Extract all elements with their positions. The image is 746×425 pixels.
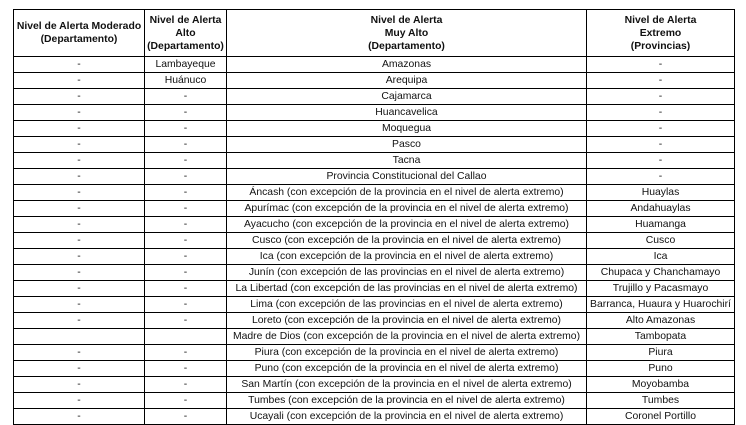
cell-very-high: Ica (con excepción de la provincia en el nivel de alerta extremo) [227, 249, 587, 265]
cell-extreme: Huamanga [587, 217, 735, 233]
cell-extreme: Trujillo y Pacasmayo [587, 281, 735, 297]
cell-high: - [145, 89, 227, 105]
cell-moderate [14, 329, 145, 345]
table-row [14, 201, 735, 217]
cell-extreme: - [587, 153, 735, 169]
cell-high [145, 329, 227, 345]
cell-extreme: Cusco [587, 233, 735, 249]
cell-high: - [145, 297, 227, 313]
table-header-row [14, 10, 735, 57]
cell-very-high: San Martín (con excepción de la provincia en el nivel de alerta extremo) [227, 377, 587, 393]
cell-moderate: - [14, 313, 145, 329]
header-very-high-department [227, 10, 587, 57]
cell-high: - [145, 105, 227, 121]
cell-moderate: - [14, 217, 145, 233]
cell-very-high: Junín (con excepción de las provincias en el nivel de alerta extremo) [227, 265, 587, 281]
cell-very-high: Puno (con excepción de la provincia en el nivel de alerta extremo) [227, 361, 587, 377]
cell-high: - [145, 137, 227, 153]
cell-moderate: - [14, 89, 145, 105]
cell-high: - [145, 361, 227, 377]
cell-high: Lambayeque [145, 57, 227, 73]
header-line: Extremo [639, 27, 682, 39]
table-row [14, 57, 735, 73]
table-row [14, 105, 735, 121]
cell-extreme: Huaylas [587, 185, 735, 201]
cell-extreme: Barranca, Huaura y Huarochirí [587, 297, 735, 313]
table-row [14, 217, 735, 233]
cell-moderate: - [14, 137, 145, 153]
table-row [14, 409, 735, 425]
cell-moderate: - [14, 185, 145, 201]
cell-moderate: - [14, 265, 145, 281]
cell-extreme: Puno [587, 361, 735, 377]
cell-high: - [145, 345, 227, 361]
table-row [14, 121, 735, 137]
cell-very-high: Amazonas [227, 57, 587, 73]
header-line: Nivel de Alerta [624, 14, 697, 26]
cell-extreme: - [587, 57, 735, 73]
table-row [14, 233, 735, 249]
cell-moderate: - [14, 153, 145, 169]
table-row [14, 329, 735, 345]
cell-very-high: Ucayali (con excepción de la provincia en el nivel de alerta extremo) [227, 409, 587, 425]
cell-moderate: - [14, 105, 145, 121]
cell-very-high: Arequipa [227, 73, 587, 89]
cell-moderate: - [14, 345, 145, 361]
table-row [14, 73, 735, 89]
cell-very-high: Loreto (con excepción de la provincia en el nivel de alerta extremo) [227, 313, 587, 329]
cell-high: - [145, 393, 227, 409]
cell-very-high: Tacna [227, 153, 587, 169]
cell-very-high: Piura (con excepción de la provincia en el nivel de alerta extremo) [227, 345, 587, 361]
table-row [14, 169, 735, 185]
table-row [14, 153, 735, 169]
table-row [14, 137, 735, 153]
header-high-department [145, 10, 227, 57]
cell-moderate: - [14, 409, 145, 425]
cell-extreme: - [587, 89, 735, 105]
cell-extreme: - [587, 121, 735, 137]
table-row [14, 313, 735, 329]
cell-high: - [145, 249, 227, 265]
cell-high: - [145, 233, 227, 249]
table-row [14, 361, 735, 377]
table-row [14, 345, 735, 361]
header-line: (Departamento) [40, 34, 118, 45]
header-line: Muy Alto [384, 27, 429, 39]
cell-high: - [145, 313, 227, 329]
cell-high: - [145, 185, 227, 201]
header-line: (Provincias) [630, 40, 691, 52]
header-extreme-provinces [587, 10, 735, 57]
cell-extreme: - [587, 169, 735, 185]
table-row [14, 249, 735, 265]
cell-extreme: Tambopata [587, 329, 735, 345]
cell-moderate: - [14, 73, 145, 89]
cell-very-high: Ayacucho (con excepción de la provincia en el nivel de alerta extremo) [227, 217, 587, 233]
cell-extreme: Coronel Portillo [587, 409, 735, 425]
header-line: Nivel de Alerta [370, 14, 443, 26]
cell-extreme: - [587, 73, 735, 89]
cell-moderate: - [14, 249, 145, 265]
header-line: Nivel de Alerta Moderado [16, 21, 142, 32]
cell-very-high: La Libertad (con excepción de las provincias en el nivel de alerta extremo) [227, 281, 587, 297]
alert-levels-table [13, 9, 735, 425]
cell-moderate: - [14, 169, 145, 185]
cell-very-high: Cusco (con excepción de la provincia en el nivel de alerta extremo) [227, 233, 587, 249]
cell-high: - [145, 153, 227, 169]
cell-very-high: Cajamarca [227, 89, 587, 105]
header-line: (Departamento) [147, 40, 224, 52]
cell-moderate: - [14, 393, 145, 409]
cell-high: Huánuco [145, 73, 227, 89]
header-moderate-department [14, 10, 145, 57]
cell-high: - [145, 121, 227, 137]
cell-very-high: Pasco [227, 137, 587, 153]
cell-very-high: Moquegua [227, 121, 587, 137]
cell-moderate: - [14, 233, 145, 249]
cell-very-high: Madre de Dios (con excepción de la provincia en el nivel de alerta extremo) [227, 329, 587, 345]
cell-high: - [145, 409, 227, 425]
cell-high: - [145, 265, 227, 281]
cell-extreme: Chupaca y Chanchamayo [587, 265, 735, 281]
cell-very-high: Lima (con excepción de las provincias en el nivel de alerta extremo) [227, 297, 587, 313]
header-line: Nivel de Alerta [149, 14, 222, 26]
cell-moderate: - [14, 281, 145, 297]
cell-high: - [145, 281, 227, 297]
cell-very-high: Provincia Constitucional del Callao [227, 169, 587, 185]
cell-extreme: Piura [587, 345, 735, 361]
table-row [14, 377, 735, 393]
cell-extreme: - [587, 105, 735, 121]
cell-very-high: Áncash (con excepción de la provincia en el nivel de alerta extremo) [227, 185, 587, 201]
cell-extreme: Andahuaylas [587, 201, 735, 217]
cell-very-high: Tumbes (con excepción de la provincia en el nivel de alerta extremo) [227, 393, 587, 409]
table-row [14, 185, 735, 201]
cell-extreme: Tumbes [587, 393, 735, 409]
header-line: Alto [175, 27, 196, 39]
cell-very-high: Huancavelica [227, 105, 587, 121]
cell-moderate: - [14, 201, 145, 217]
cell-extreme: Moyobamba [587, 377, 735, 393]
cell-moderate: - [14, 377, 145, 393]
table-row [14, 297, 735, 313]
cell-moderate: - [14, 121, 145, 137]
cell-extreme: Ica [587, 249, 735, 265]
cell-high: - [145, 169, 227, 185]
table-body [14, 57, 735, 425]
cell-high: - [145, 201, 227, 217]
table-row [14, 265, 735, 281]
table-row [14, 281, 735, 297]
cell-high: - [145, 217, 227, 233]
cell-high: - [145, 377, 227, 393]
cell-moderate: - [14, 297, 145, 313]
table-row [14, 89, 735, 105]
header-line: (Departamento) [368, 40, 445, 52]
cell-very-high: Apurímac (con excepción de la provincia en el nivel de alerta extremo) [227, 201, 587, 217]
cell-extreme: - [587, 137, 735, 153]
cell-extreme: Alto Amazonas [587, 313, 735, 329]
table-row [14, 393, 735, 409]
cell-moderate: - [14, 57, 145, 73]
cell-moderate: - [14, 361, 145, 377]
